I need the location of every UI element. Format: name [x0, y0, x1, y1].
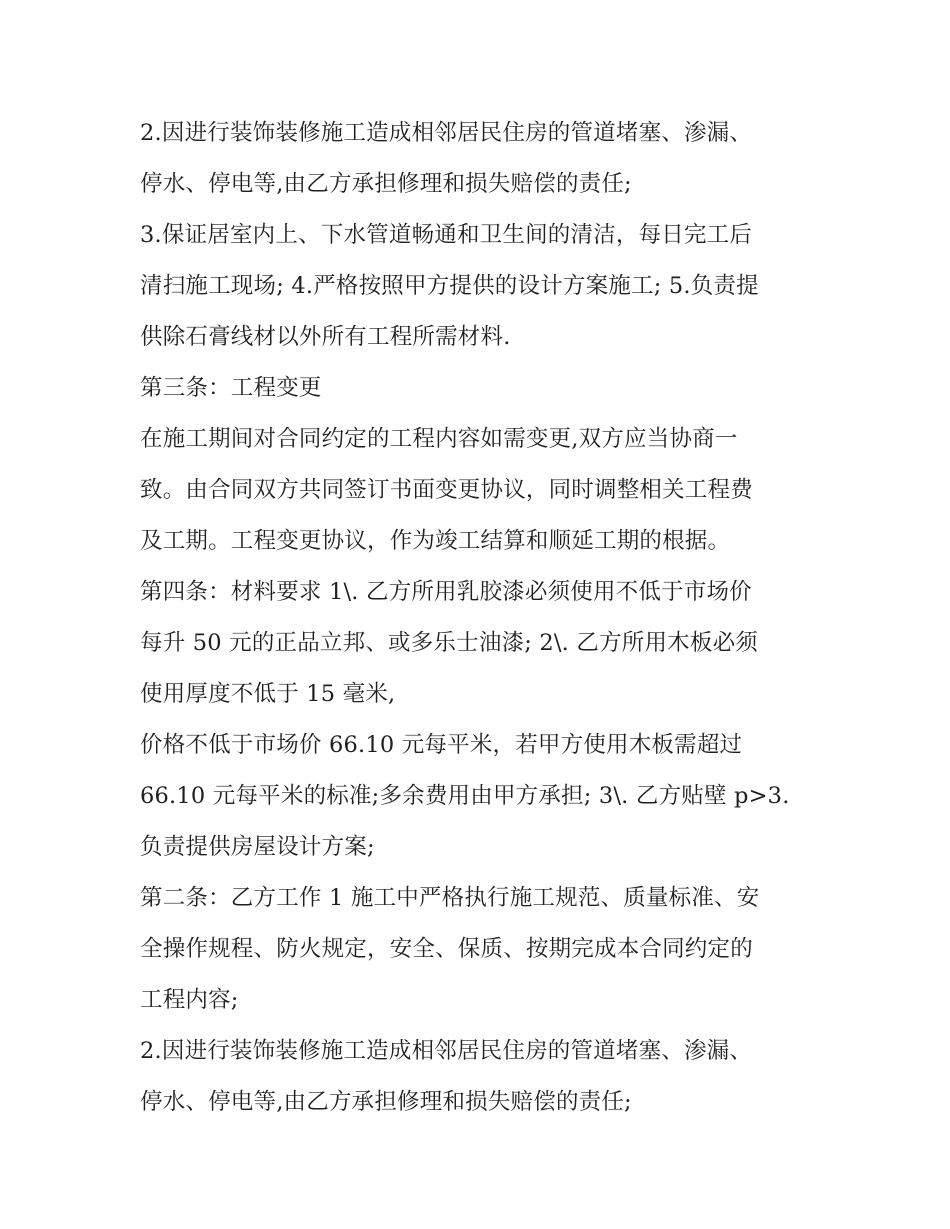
text-line: 66.10 元每平米的标准;多余费用由甲方承担; 3\. 乙方贴壁 p>3.: [140, 783, 790, 809]
text-line: 停水、停电等,由乙方承担修理和损失赔偿的责任;: [140, 171, 632, 197]
section-heading: 第二条：乙方工作 1 施工中严格执行施工规范、质量标准、安: [140, 885, 760, 911]
text-line: 清扫施工现场; 4.严格按照甲方提供的设计方案施工; 5.负责提: [140, 273, 759, 299]
text-line: 及工期。工程变更协议，作为竣工结算和顺延工期的根据。: [140, 528, 731, 554]
document-body: [140, 108, 830, 1128]
text-line: 使用厚度不低于 15 毫米,: [140, 681, 396, 707]
text-line: 供除石膏线材以外所有工程所需材料.: [140, 324, 511, 350]
text-line: 在施工期间对合同约定的工程内容如需变更,双方应当协商一: [140, 426, 738, 452]
text-line: 2.因进行装饰装修施工造成相邻居民住房的管道堵塞、渗漏、: [140, 1038, 753, 1064]
text-line: 停水、停电等,由乙方承担修理和损失赔偿的责任;: [140, 1089, 632, 1115]
section-heading: 第三条：工程变更: [140, 375, 322, 401]
text-line: 工程内容;: [140, 987, 239, 1013]
text-line: 3.保证居室内上、下水管道畅通和卫生间的清洁，每日完工后: [140, 222, 753, 248]
text-line: 致。由合同双方共同签订书面变更协议，同时调整相关工程费: [140, 477, 753, 503]
text-line: 全操作规程、防火规定，安全、保质、按期完成本合同约定的: [140, 936, 753, 962]
text-line: 负责提供房屋设计方案;: [140, 834, 375, 860]
text-line: 每升 50 元的正品立邦、或多乐士油漆; 2\. 乙方所用木板必须: [140, 630, 758, 656]
text-line: 价格不低于市场价 66.10 元每平米，若甲方使用木板需超过: [140, 732, 743, 758]
text-line: 2.因进行装饰装修施工造成相邻居民住房的管道堵塞、渗漏、: [140, 120, 753, 146]
section-heading: 第四条：材料要求 1\. 乙方所用乳胶漆必须使用不低于市场价: [140, 579, 752, 605]
